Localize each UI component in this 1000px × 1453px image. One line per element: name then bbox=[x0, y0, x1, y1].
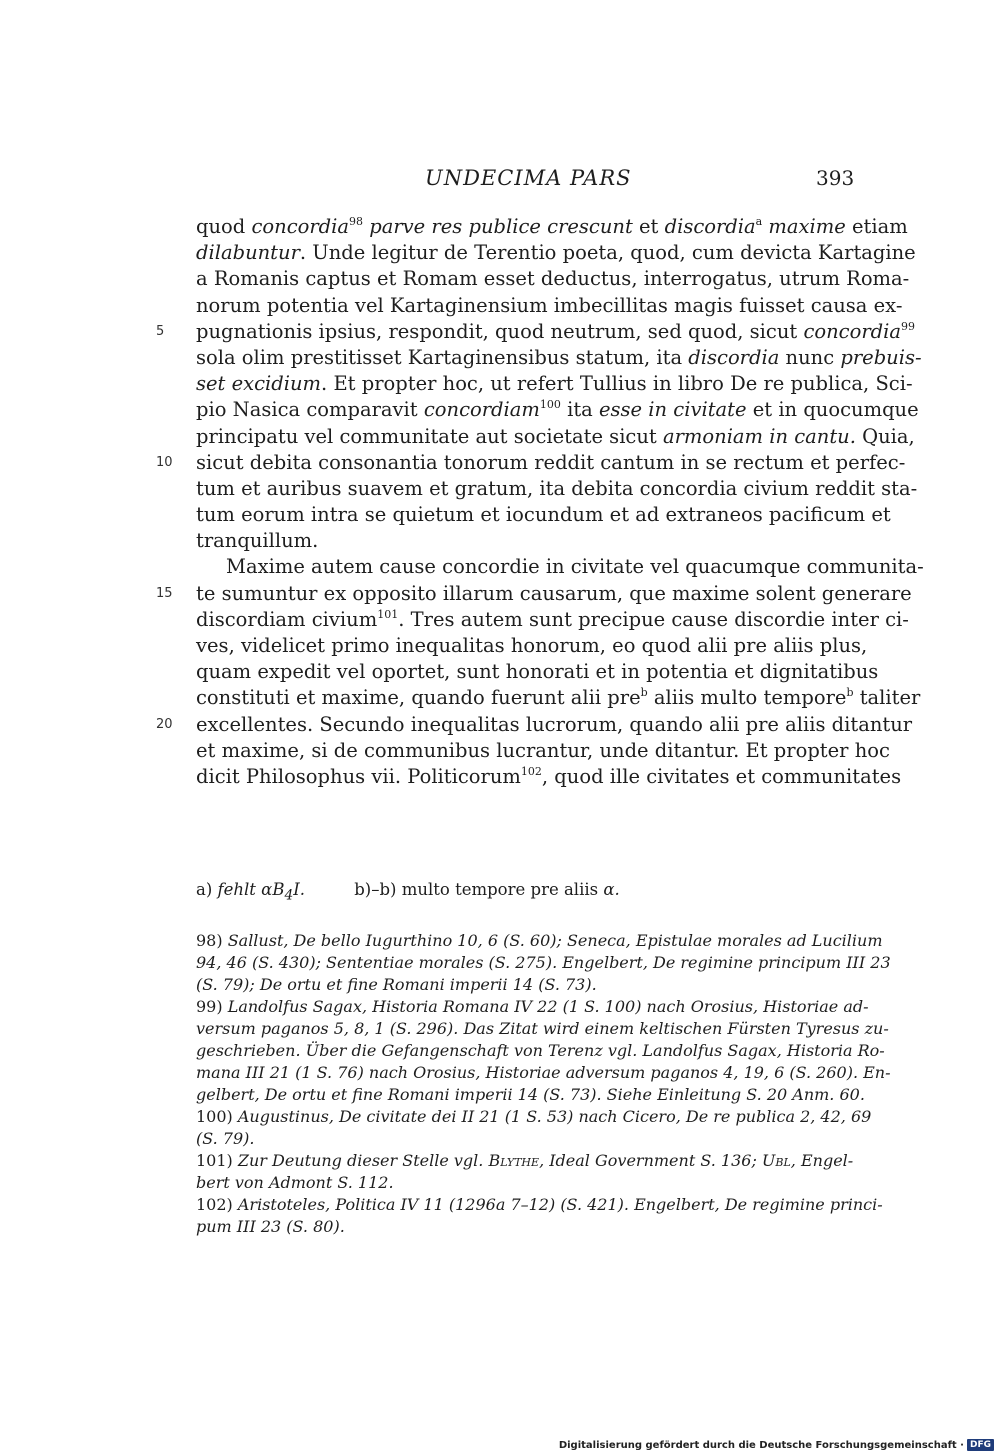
digitization-text: Digitalisierung gefördert durch die Deutsche Forschungsgemeinschaft · bbox=[558, 1439, 964, 1451]
main-text bbox=[156, 214, 924, 790]
footnote-99: 99) Landolfus Sagax, Historia Romana IV 22 (1 S. 100) nach Orosius, Historiae ad- versum paganos 5, 8, 1 (S. 296). Das Zitat wird einem keltischen Fürsten Tyresus zu- geschrieben. Über die Gefangenschaft von Terenz vgl. Landolfus Sagax, Historia Ro- mana III 21 (1 S. 76) nach Orosius, Historiae adversum paganos 4, 19, 6 (S. 260). En- gelbert, De ortu et fine Romani imperii 14 (S. 73). Siehe Einleitung S. 20 Anm. 60. bbox=[196, 997, 891, 1104]
text-line: et maxime, si de communibus lucrantur, unde ditantur. Et propter hoc bbox=[196, 738, 890, 762]
text-line: te sumuntur ex opposito illarum causarum, que maxime solent generare bbox=[196, 581, 912, 605]
text-line: pio Nasica comparavit concordiam$^{100}$ ita esse in civitate et in quocumque bbox=[196, 398, 919, 422]
text-line: pugnationis ipsius, respondit, quod neutrum, sed quod, sicut concordia$^{99}$ bbox=[196, 319, 915, 343]
text-line: set excidium. Et propter hoc, ut refert Tullius in libro De re publica, Sci- bbox=[196, 372, 913, 396]
footnotes bbox=[196, 930, 891, 1238]
digitization-notice bbox=[559, 1439, 994, 1451]
page-number: 393 bbox=[816, 166, 855, 190]
text-line: tum eorum intra se quietum et iocundum et ad extraneos pacificum et bbox=[196, 503, 891, 527]
text-line: principatu vel communitate aut societate sicut armoniam in cantu. Quia, bbox=[196, 424, 915, 448]
text-line: excellentes. Secundo inequalitas lucrorum, quando alii pre aliis ditantur bbox=[196, 712, 913, 736]
text-line: discordiam civium$^{101}$. Tres autem sunt precipue cause discordie inter ci- bbox=[196, 607, 909, 631]
line-number: 10 bbox=[156, 454, 173, 470]
text-line: sola olim prestitisset Kartaginensibus statum, ita discordia nunc prebuis- bbox=[196, 345, 922, 369]
text-line: tum et auribus suavem et gratum, ita debita concordia civium reddit sta- bbox=[196, 476, 918, 500]
line-number: 5 bbox=[156, 323, 165, 339]
text-line: dicit Philosophus vii. Politicorum$^{102}$, quod ille civitates et communitates bbox=[196, 764, 902, 788]
text-line: tranquillum. bbox=[196, 529, 319, 553]
critical-apparatus bbox=[196, 878, 850, 907]
dfg-logo: DFG bbox=[967, 1439, 994, 1451]
line-number: 15 bbox=[156, 585, 173, 601]
line-number: 20 bbox=[156, 716, 173, 732]
footnote-101: 101) Zur Deutung dieser Stelle vgl. Blythe, Ideal Government S. 136; Ubl, Engel- bert von Admont S. 112. bbox=[196, 1151, 854, 1192]
text-line: dilabuntur. Unde legitur de Terentio poeta, quod, cum devicta Kartagine bbox=[196, 241, 916, 265]
apparatus-note-a: a) fehlt $\alpha B_4I$. bbox=[196, 880, 305, 904]
apparatus-note-b: b)–b) multo tempore pre aliis α. bbox=[354, 880, 620, 899]
text-line: quam expedit vel oportet, sunt honorati et in potentia et dignitatibus bbox=[196, 660, 879, 684]
text-line: Maxime autem cause concordie in civitate vel quacumque communita- bbox=[226, 555, 924, 579]
text-line: constituti et maxime, quando fuerunt alii pre$^b$ aliis multo tempore$^b$ taliter bbox=[196, 686, 921, 710]
footnote-100: 100) Augustinus, De civitate dei II 21 (1 S. 53) nach Cicero, De re publica 2, 42, 69 (S. 79). bbox=[196, 1107, 872, 1148]
footnote-98: 98) Sallust, De bello Iugurthino 10, 6 (S. 60); Seneca, Epistulae morales ad Lucilium 94, 46 (S. 430); Sententiae morales (S. 275). Engelbert, De regimine principum III 23 (S. 79); De ortu et fine Romani imperii 14 (S. 73). bbox=[196, 931, 891, 994]
text-line: ves, videlicet primo inequalitas honorum, eo quod alii pre aliis plus, bbox=[196, 634, 868, 657]
running-head-title: UNDECIMA PARS bbox=[425, 166, 632, 190]
text-line: a Romanis captus et Romam esset deductus, interrogatus, utrum Roma- bbox=[196, 267, 910, 291]
footnote-102: 102) Aristoteles, Politica IV 11 (1296a 7–12) (S. 421). Engelbert, De regimine princi- pum III 23 (S. 80). bbox=[196, 1195, 883, 1236]
text-line: norum potentia vel Kartaginensium imbecillitas magis fuisset causa ex- bbox=[196, 293, 903, 317]
text-line: sicut debita consonantia tonorum reddit cantum in se rectum et perfec- bbox=[196, 450, 906, 474]
text-line: quod concordia$^{98}$ parve res publice crescunt et discordia$^a$ maxime etiam bbox=[196, 215, 908, 238]
